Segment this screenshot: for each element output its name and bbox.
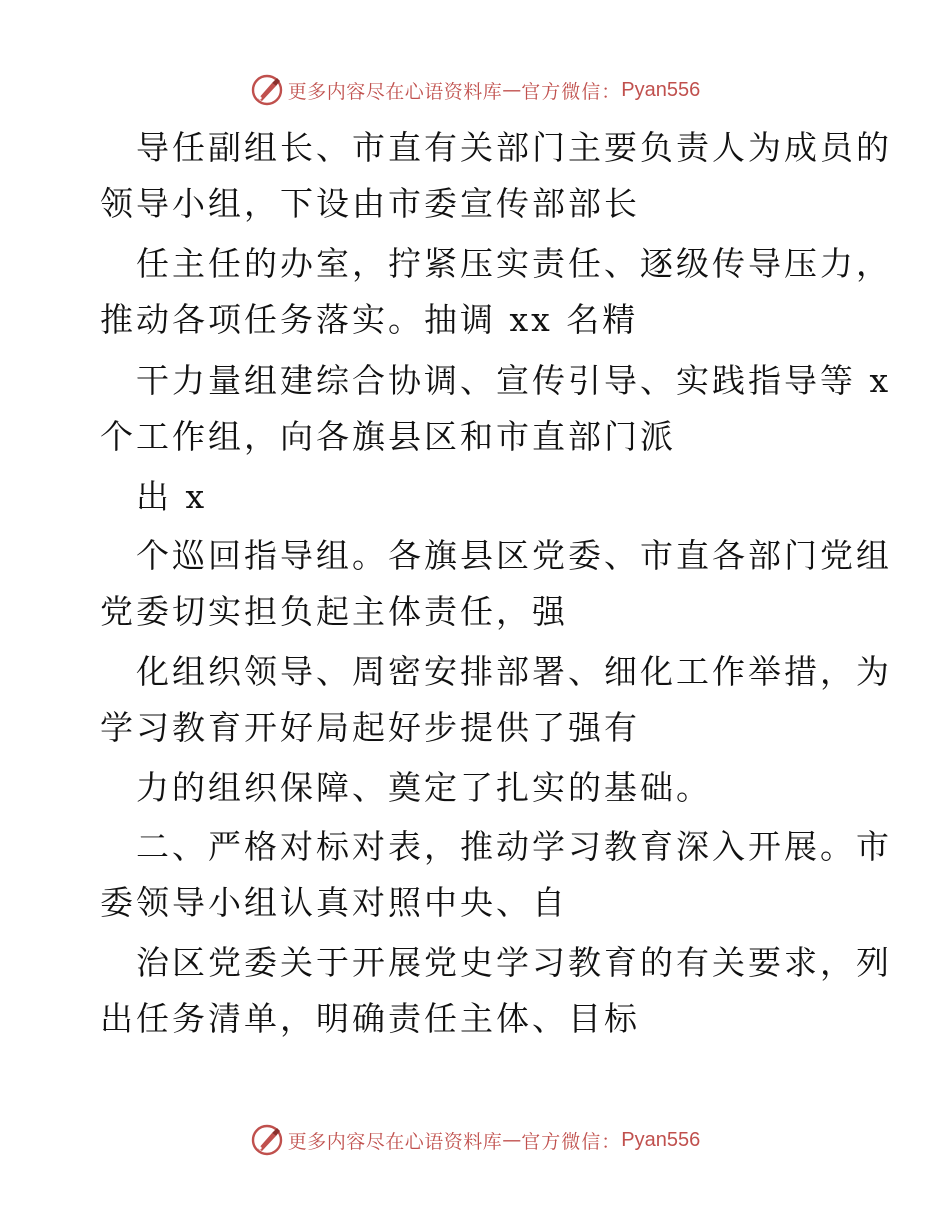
watermark-text: 更多内容尽在心语资料库 [287,1130,503,1153]
text-line: 出 x [136,477,208,516]
watermark-official-label: 官方微信： [521,80,622,103]
text-line: 任主任的办室，拧紧压实责任、逐级传导压力， [136,244,892,283]
text-line: 党委切实担负起主体责任，强 [100,592,568,631]
text-line: 力的组织保障、奠定了扎实的基础。 [136,768,712,807]
text-line: 干力量组建综合协调、宣传引导、实践指导等 x [136,361,892,400]
text-line: 化组织领导、周密安排部署、细化工作举措，为 [136,652,892,691]
watermark-wechat-id: Pyan556 [621,1128,701,1151]
text-line: 委领导小组认真对照中央、自 [100,883,568,922]
text-line: 二、严格对标对表，推动学习教育深入开展。市 [136,827,892,866]
pen-logo-icon [250,1123,284,1157]
text-line: 个工作组，向各旗县区和市直部门派 [100,417,676,456]
watermark-dash: — [502,1129,522,1151]
watermark-text: 更多内容尽在心语资料库 [287,80,503,103]
text-line: 推动各项任务落实。抽调 xx 名精 [100,300,639,339]
text-line: 出任务清单，明确责任主体、目标 [100,999,640,1038]
text-line: 学习教育开好局起好步提供了强有 [100,708,640,747]
text-line: 导任副组长、市直有关部门主要负责人为成员的 [136,128,892,167]
text-line: 领导小组，下设由市委宣传部部长 [100,184,640,223]
text-line: 个巡回指导组。各旗县区党委、市直各部门党组 [136,536,892,575]
header-watermark [0,70,950,110]
watermark-dash: — [502,79,522,101]
pen-logo-icon [250,73,284,107]
watermark-wechat-id: Pyan556 [621,78,701,101]
footer-watermark [0,1120,950,1160]
watermark-official-label: 官方微信： [521,1130,622,1153]
text-line: 治区党委关于开展党史学习教育的有关要求，列 [136,943,892,982]
